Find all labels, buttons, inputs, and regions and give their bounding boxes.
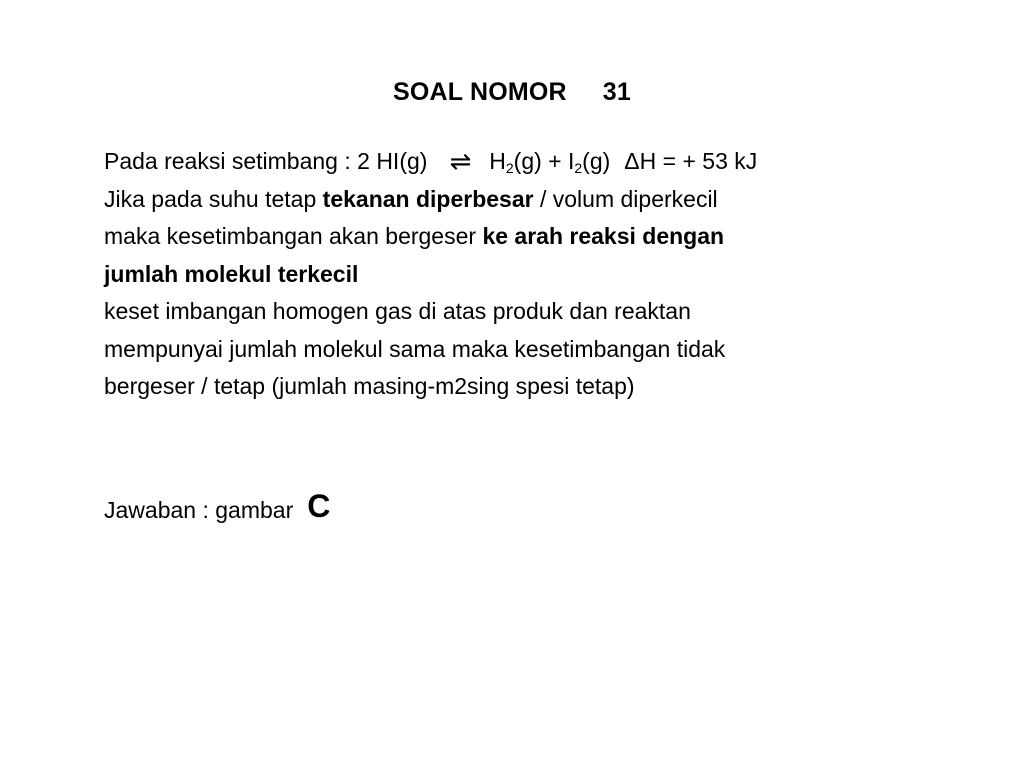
h2-subscript: 2 — [505, 160, 514, 176]
answer-label: Jawaban : gambar — [104, 497, 294, 523]
i2-subscript: 2 — [574, 160, 583, 176]
slide-title — [0, 78, 1024, 107]
body-line-2 — [104, 181, 934, 219]
line2-post: / volum diperkecil — [533, 185, 718, 212]
line2-pre: Jika pada suhu tetap — [104, 185, 323, 212]
equilibrium-arrow-icon: ⇌ — [449, 146, 472, 176]
line3-bold: ke arah reaksi dengan — [482, 223, 725, 249]
h2-symbol: H — [489, 148, 506, 174]
answer-line — [104, 488, 330, 525]
title-number: 31 — [602, 78, 631, 106]
body-line-3 — [104, 218, 934, 256]
slide-body — [104, 143, 934, 406]
i2-state: (g) — [582, 148, 611, 174]
body-line-5: keset imbangan homogen gas di atas produk dan reaktan — [104, 298, 691, 324]
h2-state-plus-i: (g) + I — [513, 148, 575, 174]
answer-value: C — [307, 488, 331, 524]
title-label: SOAL NOMOR — [393, 78, 567, 106]
reaction-intro: Pada reaksi setimbang : 2 HI(g) — [104, 148, 428, 174]
line2-bold: tekanan diperbesar — [322, 185, 534, 212]
enthalpy-change: ΔH = + 53 kJ — [624, 148, 758, 174]
body-line-4 — [104, 256, 934, 294]
body-line-6: mempunyai jumlah molekul sama maka kesetimbangan tidak — [104, 335, 726, 362]
reaction-line — [104, 143, 934, 181]
line3-pre: maka kesetimbangan akan bergeser — [104, 223, 483, 249]
body-line-7: bergeser / tetap (jumlah masing-m2sing spesi tetap) — [104, 373, 635, 399]
line4-bold: jumlah molekul terkecil — [104, 260, 359, 287]
